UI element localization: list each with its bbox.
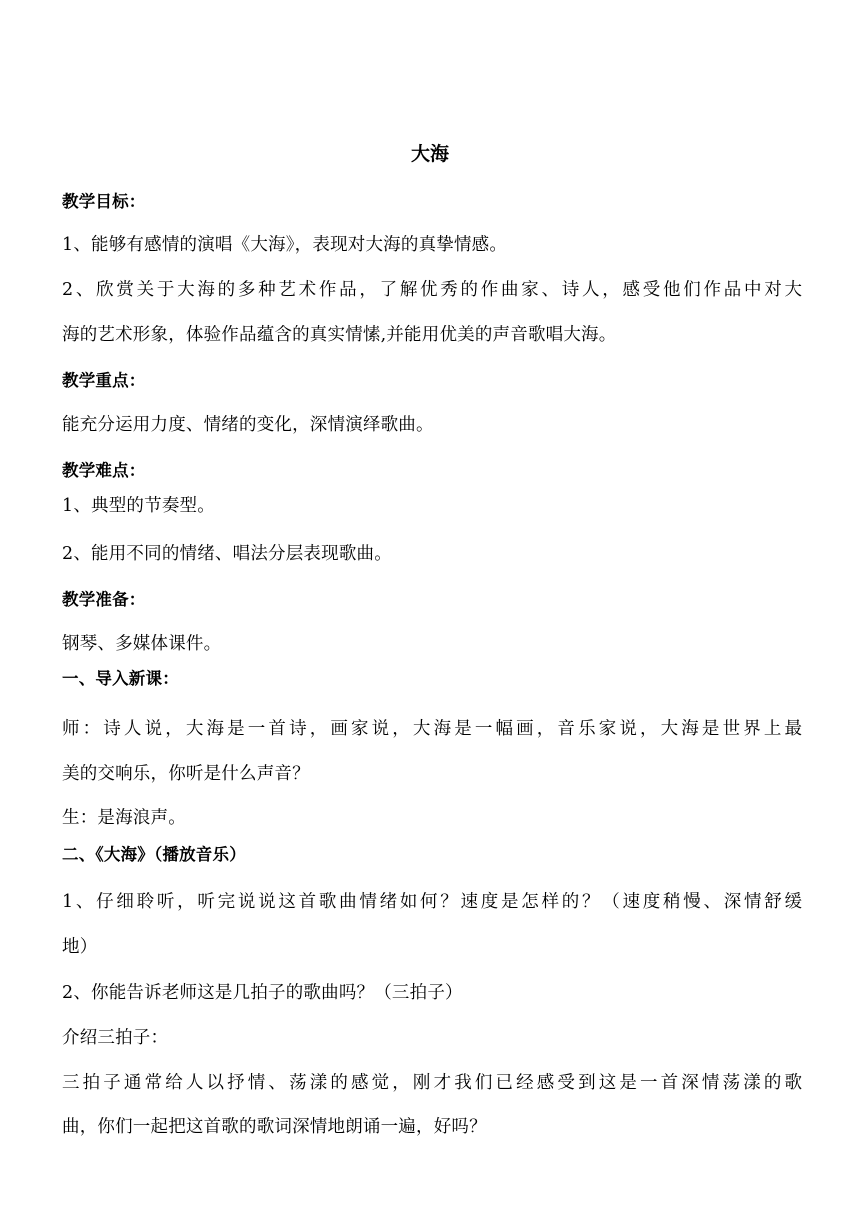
paragraph-line: 1、仔细聆听，听完说说这首歌曲情绪如何？速度是怎样的？（速度稍慢、深情舒缓 (62, 892, 802, 912)
paragraph-line: 三拍子通常给人以抒情、荡漾的感觉，刚才我们已经感受到这是一首深情荡漾的歌 (62, 1073, 802, 1093)
paragraph-line: 2、欣赏关于大海的多种艺术作品，了解优秀的作曲家、诗人，感受他们作品中对大 (62, 280, 802, 300)
heading-objectives: 教学目标： (62, 192, 146, 211)
heading-section-two: 二、《大海》（播放音乐） (62, 845, 246, 864)
document-title: 大海 (410, 143, 449, 165)
heading-section-one: 一、导入新课： (62, 669, 179, 688)
heading-key-points: 教学重点： (62, 371, 146, 390)
paragraph-line: 海的艺术形象，体验作品蕴含的真实情愫,并能用优美的声音歌唱大海。 (62, 325, 617, 345)
paragraph-line: 美的交响乐，你听是什么声音？ (62, 764, 310, 784)
paragraph-line: 地） (62, 937, 98, 957)
paragraph-line: 曲，你们一起把这首歌的歌词深情地朗诵一遍，好吗？ (62, 1117, 487, 1137)
heading-preparation: 教学准备： (62, 590, 146, 609)
paragraph-line: 1、能够有感情的演唱《大海》，表现对大海的真挚情感。 (62, 235, 508, 255)
paragraph-line: 1、典型的节奏型。 (62, 496, 215, 516)
paragraph-line: 2、能用不同的情绪、唱法分层表现歌曲。 (62, 544, 392, 564)
paragraph-line: 能充分运用力度、情绪的变化，深情演绎歌曲。 (62, 415, 434, 435)
paragraph-line: 2、你能告诉老师这是几拍子的歌曲吗？（三拍子） (62, 983, 463, 1003)
heading-difficulties: 教学难点： (62, 461, 146, 480)
paragraph-line: 介绍三拍子： (62, 1028, 169, 1048)
paragraph-line: 钢琴、多媒体课件。 (62, 634, 222, 654)
paragraph-line: 师：诗人说，大海是一首诗，画家说，大海是一幅画，音乐家说，大海是世界上最 (62, 719, 802, 739)
paragraph-line: 生：是海浪声。 (62, 808, 186, 828)
